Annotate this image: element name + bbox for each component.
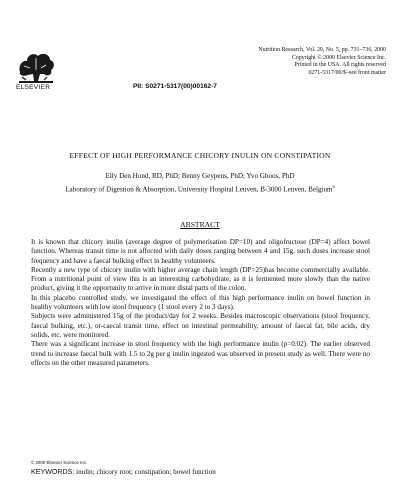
abstract-body — [31, 238, 370, 368]
keywords-line — [31, 468, 216, 476]
abstract-paragraph: There was a significant increase in stool frequency with the high performance inulin (p=0.02). The earlier observed trend to increase faecal bulk with 1.5 to 2g per g inulin ingested was observed in present study as well. There were no effects on the other measured parameters. — [31, 340, 370, 367]
keywords-label: KEYWORDS: — [31, 468, 75, 476]
abstract-paragraph: In this placebo controlled study, we investigated the effect of this high performance inulin on bowel function in healthy volunteers with low stool frequency (1 stool every 2 to 3 days). — [31, 293, 370, 312]
pii-identifier: PII: S0271-5317(00)00162-7 — [133, 83, 217, 90]
abstract-heading: ABSTRACT — [180, 220, 220, 229]
abstract-paragraph: It is known that chicory inulin (average degree of polymerisation DP=10) and oligofructose (DP=4) affect bowel function. Whereas transit time is not affected with daily doses ranging between 4 and 15g, such doses increase stool frequency and have a faecal bulking effect in healthy volunteers. — [31, 238, 370, 265]
printed-line: Printed in the USA. All rights reserved — [294, 62, 386, 68]
abstract-paragraph: Recently a new type of chicory inulin with higher average chain length (DP=25)has become commercially available. From a nutritional point of view this is an interesting carbohydrate, as it is fermented more slowly than the native product, giving it the opportunity to arrive in more distal parts of the colon. — [31, 265, 370, 293]
affiliation-text: Laboratory of Digestion & Absorption, University Hospital Leuven, B-3000 Leuven, Belgium — [65, 184, 333, 193]
journal-citation: Nutrition Research, Vol. 20, No. 5, pp. 731–736, 2000 — [258, 47, 386, 53]
author-list: Elly Den Hond, RD, PhD; Benny Geypens, PhD; Yvo Ghoos, PhD — [105, 172, 295, 180]
abstract-copyright: © 2000 Elsevier Science Inc. — [31, 460, 88, 465]
abstract-paragraph: Subjects were administered 15g of the product/day for 2 weeks. Besides macroscopic observations (stool frequency, faecal bulking, etc.), or-caecal transit time, effect on intestinal permeability, amount of faecal fat, bile acids, dry solids, etc. were monitored. — [31, 312, 370, 339]
author-block — [0, 172, 400, 194]
elsevier-tree-logo — [16, 50, 56, 84]
keywords-text: inulin; chicory root; constipation; bowel function — [76, 468, 216, 476]
journal-info — [258, 47, 386, 77]
article-title: EFFECT OF HIGH PERFORMANCE CHICORY INULIN ON CONSTIPATION — [69, 151, 331, 160]
issn-line: 0271-5317/00/$–see front matter — [308, 69, 386, 76]
affiliation — [0, 182, 400, 195]
publisher-name: ELSEVIER — [16, 84, 51, 91]
copyright-line: Copyright © 2000 Elsevier Science Inc. — [291, 54, 386, 61]
affiliation-mark: 6 — [332, 183, 335, 189]
